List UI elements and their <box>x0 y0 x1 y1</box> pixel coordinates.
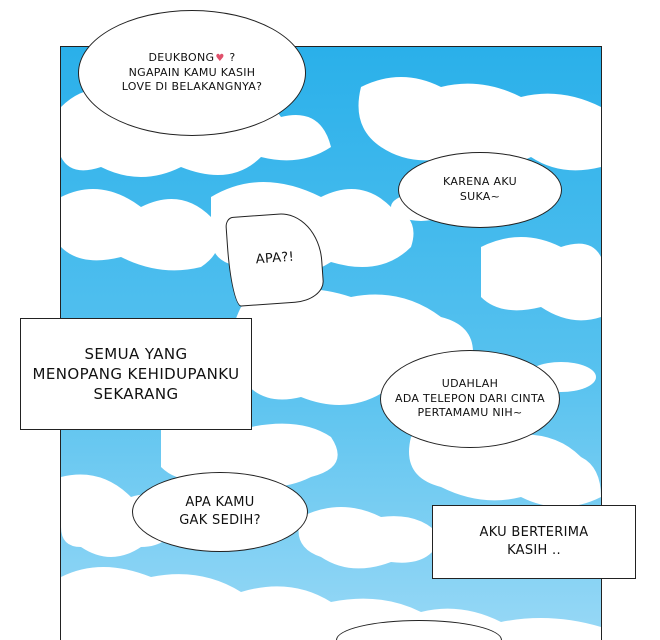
narration-box-2-text <box>480 524 589 559</box>
speech-bubble-5 <box>132 472 308 552</box>
speech-bubble-1-line-3: LOVE DI BELAKANGNYA? <box>121 80 263 94</box>
speech-bubble-5-text <box>179 494 261 529</box>
speech-bubble-2-line-1: KARENA AKU <box>443 175 517 189</box>
narration-box-1-line-1: SEMUA YANG <box>84 344 188 363</box>
heart-icon: ♥ <box>215 52 225 64</box>
speech-bubble-4-line-3: PERTAMAMU NIH~ <box>417 406 523 420</box>
speech-bubble-4-line-1: UDAHLAH <box>441 376 499 390</box>
speech-bubble-5-line-1: APA KAMU <box>185 495 255 511</box>
speech-bubble-1-line-2: NGAPAIN KAMU KASIH <box>128 65 256 79</box>
speech-bubble-4 <box>380 350 560 448</box>
narration-box-1-line-3: SEKARANG <box>93 385 179 404</box>
speech-bubble-1-line-1: DEUKBONG♥ ? <box>148 50 236 64</box>
speech-bubble-4-line-2: ADA TELEPON DARI CINTA <box>395 391 545 405</box>
narration-box-1 <box>20 318 252 430</box>
speech-bubble-2-text <box>443 175 517 205</box>
narration-box-2-line-2: KASIH .. <box>507 543 561 558</box>
narration-box-1-line-2: MENOPANG KEHIDUPANKU <box>32 364 240 383</box>
narration-box-2-line-1: AKU BERTERIMA <box>479 525 589 541</box>
speech-bubble-5-line-2: GAK SEDIH? <box>179 513 261 528</box>
speech-bubble-1 <box>78 10 306 136</box>
speech-bubble-3-line-1: APA?! <box>255 249 295 268</box>
speech-bubble-2 <box>398 152 562 228</box>
narration-box-1-text <box>33 344 240 405</box>
speech-bubble-2-line-2: SUKA~ <box>459 190 501 203</box>
narration-box-2 <box>432 505 636 579</box>
speech-bubble-4-text <box>395 377 545 422</box>
speech-bubble-1-text <box>122 51 263 96</box>
